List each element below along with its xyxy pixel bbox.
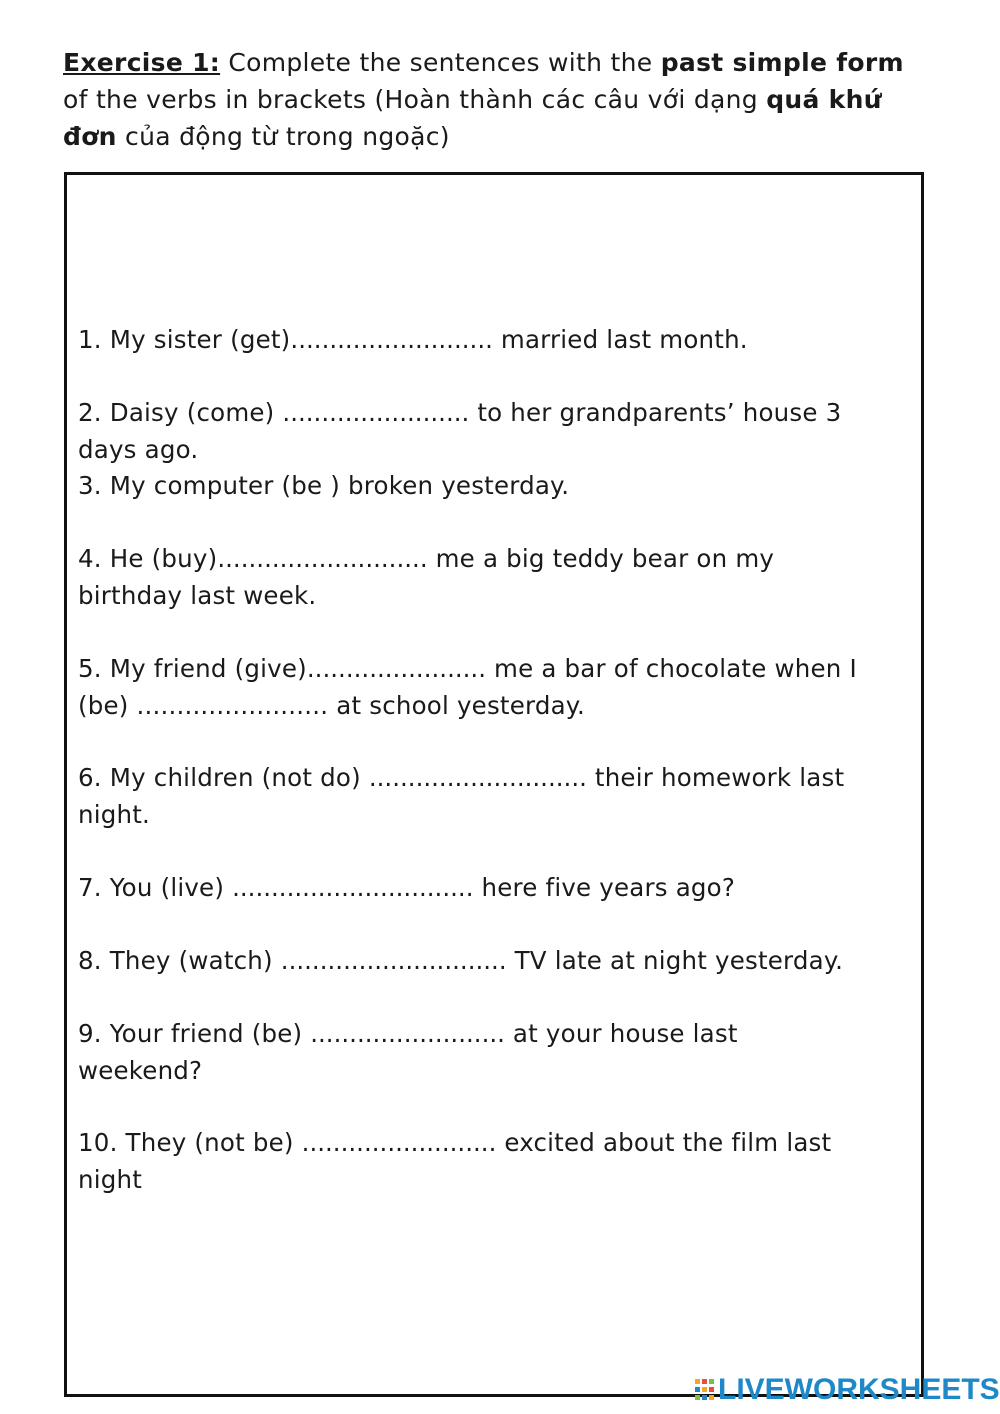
question-8-prefix: 8. They (watch) [78,946,281,975]
question-6-blank[interactable]: ............................ [368,763,587,792]
question-6 [78,759,908,833]
exercise-label: Exercise 1: [63,48,221,77]
question-2-continuation: days ago. [78,435,199,464]
instructions-bold-1: past simple form [660,48,904,77]
question-7-suffix: here five years ago? [473,873,736,902]
question-2-blank[interactable]: ........................ [282,398,470,427]
question-8-suffix: TV late at night yesterday. [506,946,844,975]
question-9-prefix: 9. Your friend (be) [78,1019,311,1048]
question-10-continuation: night [78,1165,143,1194]
question-5-continuation[interactable]: (be) ........................ at school yesterday. [78,691,585,720]
question-7-prefix: 7. You (live) [78,873,233,902]
question-7 [78,869,908,906]
question-10-prefix: 10. They (not be) [78,1128,302,1157]
question-1 [78,321,908,358]
liveworksheets-logo-icon [694,1377,716,1403]
watermark-text: LIVEWORKSHEETS [718,1373,1000,1406]
question-9-continuation: weekend? [78,1056,203,1085]
question-5-suffix: me a bar of chocolate when I [486,654,857,683]
question-2 [78,394,908,468]
question-7-blank[interactable]: ............................... [232,873,474,902]
question-4-blank[interactable]: ........................... [217,544,428,573]
instructions-text-3: của động từ trong ngoặc) [116,122,450,151]
question-6-prefix: 6. My children (not do) [78,763,369,792]
question-3 [78,467,908,504]
question-4-suffix: me a big teddy bear on my [427,544,775,573]
question-1-suffix: married last month. [492,325,748,354]
question-6-continuation: night. [78,800,151,829]
question-9-suffix: at your house last [504,1019,738,1048]
question-3-text: 3. My computer (be ) broken yesterday. [78,471,570,500]
question-10-suffix: excited about the film last [496,1128,832,1157]
question-4-prefix: 4. He (buy) [78,544,218,573]
question-4-continuation: birthday last week. [78,581,317,610]
question-10 [78,1124,908,1198]
question-1-blank[interactable]: .......................... [290,325,493,354]
instructions-bold-2: quá khứ đơn [63,85,882,151]
question-5 [78,650,908,724]
question-6-suffix: their homework last [586,763,845,792]
question-5-blank[interactable]: ....................... [306,654,487,683]
question-8 [78,942,908,979]
question-9 [78,1015,908,1089]
liveworksheets-watermark [694,1372,1000,1408]
question-4 [78,540,908,614]
question-9-blank[interactable]: ......................... [310,1019,505,1048]
instructions-text-1: Complete the sentences with the [220,48,661,77]
question-8-blank[interactable]: ............................. [280,946,507,975]
exercise-instructions [63,44,913,155]
question-1-prefix: 1. My sister (get) [78,325,291,354]
question-2-suffix: to her grandparents’ house 3 [469,398,842,427]
question-10-blank[interactable]: ......................... [301,1128,497,1157]
instructions-text-2: of the verbs in brackets (Hoàn thành các câu với dạng [63,85,767,114]
question-5-prefix: 5. My friend (give) [78,654,307,683]
question-2-prefix: 2. Daisy (come) [78,398,283,427]
